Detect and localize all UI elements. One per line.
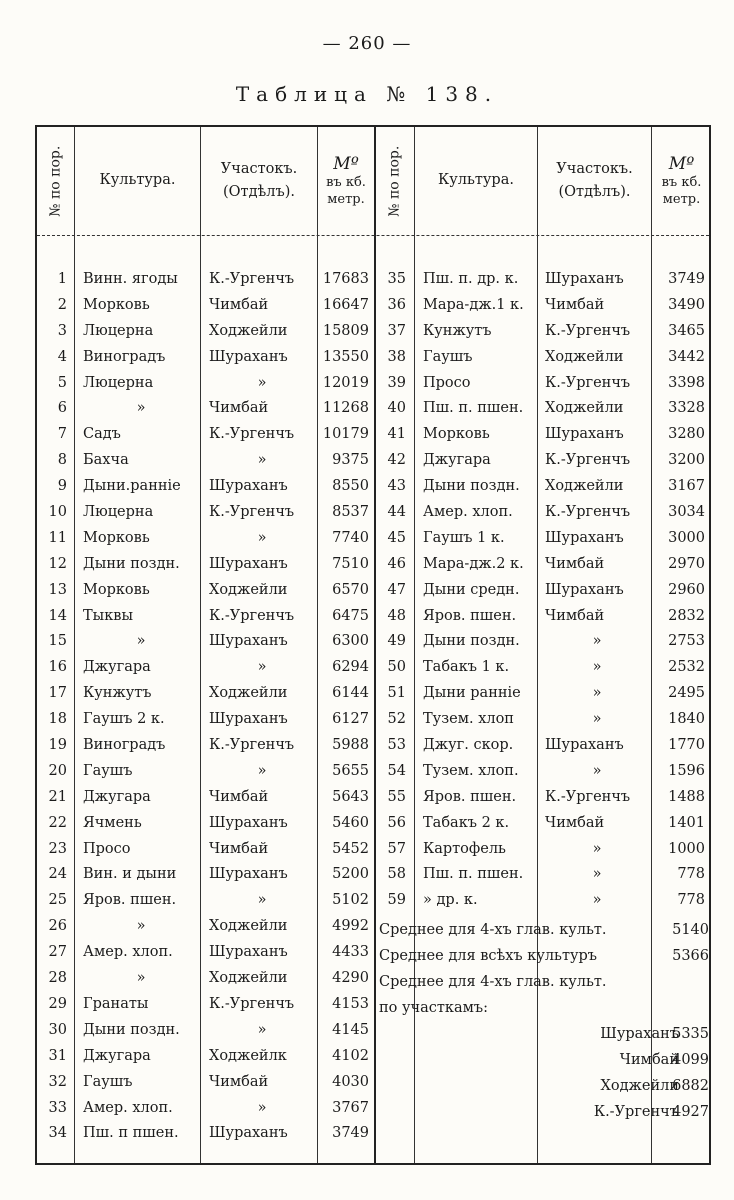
row-area: К.-Ургенчъ xyxy=(545,788,631,805)
row-culture: Виноградъ xyxy=(83,348,166,365)
table-row xyxy=(37,500,709,526)
row-number: 22 xyxy=(48,814,67,831)
header-culture-left: Культура. xyxy=(99,172,176,189)
row-culture: » xyxy=(136,633,146,650)
row-value: 16647 xyxy=(322,296,369,313)
table-row xyxy=(37,396,709,422)
table-row xyxy=(37,345,709,371)
row-area: Ходжейлк xyxy=(209,1047,287,1064)
row-area: К.-Ургенчъ xyxy=(209,995,295,1012)
row-number: 40 xyxy=(387,400,406,417)
row-culture: Яров. пшен. xyxy=(83,892,177,909)
table-row xyxy=(37,422,709,448)
row-culture: Гаушъ xyxy=(83,1073,133,1090)
row-area: Шураханъ xyxy=(209,866,288,883)
row-number: 42 xyxy=(387,452,406,469)
avg-by-area-label-2: по участкамъ: xyxy=(379,1000,489,1016)
header-num-right: № по пор. xyxy=(386,145,403,217)
row-area: Ходжейли xyxy=(209,685,288,702)
row-area: Шураханъ xyxy=(209,555,288,572)
row-culture: Табакъ 1 к. xyxy=(423,659,510,676)
row-area: » xyxy=(257,374,267,391)
row-culture: Дыни.ранніе xyxy=(83,478,181,495)
row-area: К.-Ургенчъ xyxy=(545,322,631,339)
row-number: 19 xyxy=(48,737,67,754)
table-row xyxy=(37,681,709,707)
row-value: 5988 xyxy=(332,737,369,754)
table-row xyxy=(37,759,709,785)
table-row xyxy=(37,604,709,630)
row-culture: Джугара xyxy=(83,1047,151,1064)
row-culture: » xyxy=(136,970,146,987)
by-area-name: Ходжейли xyxy=(600,1077,679,1094)
row-value: 7510 xyxy=(332,555,369,572)
row-area: Ходжейли xyxy=(209,918,288,935)
data-table xyxy=(35,125,711,1165)
row-area: Чимбай xyxy=(545,555,605,572)
row-area: К.-Ургенчъ xyxy=(545,504,631,521)
row-number: 39 xyxy=(387,374,406,391)
row-value: 778 xyxy=(677,892,705,909)
table-row xyxy=(37,733,709,759)
row-area: Ходжейли xyxy=(545,478,624,495)
row-area: К.-Ургенчъ xyxy=(209,426,295,443)
row-area: » xyxy=(257,1099,267,1116)
row-area: Шураханъ xyxy=(209,944,288,961)
table-row xyxy=(37,655,709,681)
row-area: » xyxy=(592,840,602,857)
row-culture: Дыни поздн. xyxy=(423,478,520,495)
right-rows xyxy=(37,267,709,914)
row-value: 1000 xyxy=(668,840,705,857)
row-value: 5460 xyxy=(332,814,369,831)
row-number: 9 xyxy=(57,478,67,495)
row-area: Ходжейли xyxy=(209,322,288,339)
row-number: 34 xyxy=(48,1125,67,1142)
row-area: Шураханъ xyxy=(545,581,624,598)
row-number: 1 xyxy=(57,271,67,287)
row-value: 1401 xyxy=(668,814,705,831)
row-area: » xyxy=(592,685,602,702)
row-number: 3 xyxy=(57,322,67,339)
row-number: 12 xyxy=(48,555,67,572)
row-number: 43 xyxy=(387,478,406,495)
row-number: 50 xyxy=(387,659,406,676)
row-area: К.-Ургенчъ xyxy=(545,452,631,469)
table-row xyxy=(37,940,709,966)
row-culture: Пш. п пшен. xyxy=(83,1125,179,1142)
row-area: К.-Ургенчъ xyxy=(545,374,631,391)
row-area: Шураханъ xyxy=(545,529,624,546)
row-number: 58 xyxy=(387,866,406,883)
table-row xyxy=(37,785,709,811)
row-number: 14 xyxy=(48,607,67,624)
row-area: Шураханъ xyxy=(209,814,288,831)
by-area-name: Шураханъ xyxy=(600,1026,679,1042)
row-value: 3490 xyxy=(668,296,705,313)
table-row xyxy=(37,914,709,940)
header-m-left: Мº въ кб. метр. xyxy=(326,154,366,207)
row-value: 10179 xyxy=(322,426,369,443)
row-value: 5643 xyxy=(332,788,369,805)
row-culture: Амер. хлоп. xyxy=(83,944,173,961)
row-area: » xyxy=(257,1021,267,1038)
row-value: 6570 xyxy=(332,581,369,598)
row-culture: » xyxy=(136,918,146,935)
row-area: Чимбай xyxy=(209,296,269,313)
row-value: 4433 xyxy=(332,944,369,961)
row-value: 4153 xyxy=(332,995,369,1012)
table-row xyxy=(37,629,709,655)
row-area: К.-Ургенчъ xyxy=(209,737,295,754)
row-culture: Картофель xyxy=(423,840,506,857)
table-row xyxy=(37,293,709,319)
row-number: 26 xyxy=(48,918,67,935)
avg-all-label: Среднее для всѣхъ культуръ xyxy=(379,948,598,964)
row-culture: » xyxy=(136,400,146,417)
row-value: 4290 xyxy=(332,970,369,987)
row-value: 1488 xyxy=(668,788,705,805)
row-culture: Мара-дж.2 к. xyxy=(423,555,524,572)
row-number: 29 xyxy=(48,995,67,1012)
row-area: Чимбай xyxy=(209,840,269,857)
row-culture: Бахча xyxy=(83,452,129,469)
row-area: » xyxy=(592,633,602,650)
row-number: 38 xyxy=(387,348,406,365)
row-value: 5102 xyxy=(332,892,369,909)
row-culture: Тузем. хлоп xyxy=(423,711,514,728)
row-area: Шураханъ xyxy=(209,633,288,650)
row-culture: Люцерна xyxy=(83,322,154,339)
table-row xyxy=(37,837,709,863)
row-value: 2532 xyxy=(668,659,705,676)
row-value: 6294 xyxy=(332,659,369,676)
row-value: 3465 xyxy=(668,322,705,339)
table-row xyxy=(37,578,709,604)
table-row xyxy=(37,862,709,888)
by-area-value: 4099 xyxy=(672,1051,709,1068)
row-value: 9375 xyxy=(332,452,369,469)
by-area-value: 5335 xyxy=(672,1026,709,1042)
row-number: 11 xyxy=(48,529,67,546)
row-number: 33 xyxy=(48,1099,67,1116)
row-value: 3167 xyxy=(668,478,705,495)
row-number: 52 xyxy=(387,711,406,728)
row-culture: Джугара xyxy=(423,452,491,469)
row-value: 2495 xyxy=(668,685,705,702)
row-number: 36 xyxy=(387,296,406,313)
avg-4-main-value: 5140 xyxy=(672,922,709,938)
table-title: Таблица № 138. xyxy=(235,82,499,106)
row-number: 5 xyxy=(57,374,67,391)
row-value: 7740 xyxy=(332,529,369,546)
row-area: Чимбай xyxy=(545,607,605,624)
row-number: 47 xyxy=(387,581,406,598)
row-value: 1770 xyxy=(668,737,705,754)
row-area: » xyxy=(592,866,602,883)
row-area: » xyxy=(592,659,602,676)
row-culture: Дыни поздн. xyxy=(83,1021,180,1038)
row-culture: Просо xyxy=(423,374,471,391)
page-number: — 260 — xyxy=(322,33,412,54)
row-number: 4 xyxy=(57,348,67,365)
row-area: К.-Ургенчъ xyxy=(209,271,295,287)
row-culture: Гаушъ 2 к. xyxy=(83,711,165,728)
row-number: 49 xyxy=(387,633,406,650)
row-culture: » др. к. xyxy=(423,892,478,909)
row-area: Чимбай xyxy=(209,400,269,417)
table-row xyxy=(37,811,709,837)
row-value: 4992 xyxy=(332,918,369,935)
row-value: 3442 xyxy=(668,348,705,365)
row-number: 51 xyxy=(387,685,406,702)
row-culture: Пш. п. пшен. xyxy=(423,400,524,417)
row-area: Шураханъ xyxy=(545,271,624,287)
row-culture: Пш. п. др. к. xyxy=(423,271,519,287)
row-culture: Гаушъ 1 к. xyxy=(423,529,505,546)
by-area-value: 6882 xyxy=(672,1077,709,1094)
row-number: 8 xyxy=(57,452,67,469)
row-area: » xyxy=(257,529,267,546)
row-number: 10 xyxy=(48,504,67,521)
row-number: 25 xyxy=(48,892,67,909)
row-number: 59 xyxy=(387,892,406,909)
row-area: Шураханъ xyxy=(209,348,288,365)
row-number: 35 xyxy=(387,271,406,287)
row-number: 28 xyxy=(48,970,67,987)
row-area: Шураханъ xyxy=(209,1125,288,1142)
row-value: 3034 xyxy=(668,504,705,521)
row-number: 56 xyxy=(387,814,406,831)
by-area-name: Чимбай xyxy=(619,1051,679,1068)
avg-by-area-label-1: Среднее для 4-хъ глав. культ. xyxy=(379,974,607,990)
row-culture: Морковь xyxy=(83,296,150,313)
row-culture: Дыни поздн. xyxy=(83,555,180,572)
row-number: 37 xyxy=(387,322,406,339)
header-m-right: Мº въ кб. метр. xyxy=(661,154,702,207)
row-culture: Люцерна xyxy=(83,374,154,391)
row-area: К.-Ургенчъ xyxy=(209,607,295,624)
row-value: 4030 xyxy=(332,1073,369,1090)
header-area-left: Участокъ. (Отдѣлъ). xyxy=(220,160,298,200)
row-value: 2960 xyxy=(668,581,705,598)
row-culture: Кунжутъ xyxy=(83,685,152,702)
row-number: 6 xyxy=(57,400,67,417)
row-culture: Мара-дж.1 к. xyxy=(423,296,524,313)
row-value: 12019 xyxy=(322,374,369,391)
header-culture-right: Культура. xyxy=(438,172,514,189)
row-culture: Тыквы xyxy=(83,607,133,624)
row-number: 24 xyxy=(48,866,67,883)
header-rule xyxy=(37,235,709,236)
row-culture: Джуг. скор. xyxy=(423,737,514,754)
row-culture: Морковь xyxy=(83,581,150,598)
row-number: 20 xyxy=(48,762,67,779)
row-area: » xyxy=(257,659,267,676)
row-number: 41 xyxy=(387,426,406,443)
row-value: 2753 xyxy=(668,633,705,650)
row-culture: Амер. хлоп. xyxy=(83,1099,173,1116)
row-value: 6144 xyxy=(332,685,369,702)
row-culture: Люцерна xyxy=(83,504,154,521)
row-culture: Гранаты xyxy=(83,995,149,1012)
row-number: 44 xyxy=(387,504,406,521)
row-value: 3749 xyxy=(668,271,705,287)
avg-all-value: 5366 xyxy=(672,948,709,964)
row-value: 3398 xyxy=(668,374,705,391)
table-row xyxy=(37,888,709,914)
row-number: 21 xyxy=(48,788,67,805)
row-value: 5655 xyxy=(332,762,369,779)
row-number: 31 xyxy=(48,1047,67,1064)
row-value: 4102 xyxy=(332,1047,369,1064)
row-value: 8537 xyxy=(332,504,369,521)
row-value: 3749 xyxy=(332,1125,369,1142)
table-row xyxy=(37,526,709,552)
row-number: 48 xyxy=(387,607,406,624)
table-row xyxy=(37,707,709,733)
row-value: 6127 xyxy=(332,711,369,728)
row-culture: Гаушъ xyxy=(423,348,473,365)
row-number: 54 xyxy=(387,762,406,779)
row-area: К.-Ургенчъ xyxy=(209,504,295,521)
row-number: 2 xyxy=(57,296,67,313)
row-area: Ходжейли xyxy=(209,581,288,598)
row-number: 13 xyxy=(48,581,67,598)
row-value: 11268 xyxy=(322,400,369,417)
row-number: 32 xyxy=(48,1073,67,1090)
row-number: 16 xyxy=(48,659,67,676)
row-area: Шураханъ xyxy=(545,737,624,754)
row-value: 4145 xyxy=(332,1021,369,1038)
row-number: 57 xyxy=(387,840,406,857)
table-row xyxy=(37,966,709,992)
row-area: Шураханъ xyxy=(209,478,288,495)
table-row xyxy=(37,474,709,500)
row-area: Ходжейли xyxy=(545,348,624,365)
row-value: 6300 xyxy=(332,633,369,650)
row-culture: Тузем. хлоп. xyxy=(423,762,519,779)
row-culture: Пш. п. пшен. xyxy=(423,866,524,883)
row-culture: Садъ xyxy=(83,426,121,443)
row-value: 3328 xyxy=(668,400,705,417)
row-culture: Вин. и дыни xyxy=(83,866,177,883)
header-num-left: № по пор. xyxy=(47,145,64,217)
row-value: 3280 xyxy=(668,426,705,443)
row-number: 15 xyxy=(48,633,67,650)
row-area: Чимбай xyxy=(209,1073,269,1090)
row-culture: Ячмень xyxy=(83,814,142,831)
row-culture: Джугара xyxy=(83,788,151,805)
row-culture: Виноградъ xyxy=(83,737,166,754)
row-culture: Дыни ранніе xyxy=(423,685,521,702)
row-area: » xyxy=(592,711,602,728)
row-value: 5200 xyxy=(332,866,369,883)
header-area-right: Участокъ. (Отдѣлъ). xyxy=(556,160,633,200)
row-culture: Винн. ягоды xyxy=(83,271,178,287)
row-area: » xyxy=(592,762,602,779)
row-culture: Дыни поздн. xyxy=(423,633,520,650)
table-row xyxy=(37,371,709,397)
row-area: » xyxy=(257,452,267,469)
row-area: Ходжейли xyxy=(209,970,288,987)
row-area: Чимбай xyxy=(545,814,605,831)
row-number: 53 xyxy=(387,737,406,754)
row-area: » xyxy=(257,892,267,909)
row-area: » xyxy=(257,762,267,779)
row-culture: Табакъ 2 к. xyxy=(423,814,510,831)
row-value: 17683 xyxy=(322,271,369,287)
row-number: 27 xyxy=(48,944,67,961)
row-value: 1840 xyxy=(668,711,705,728)
row-area: » xyxy=(592,892,602,909)
by-area-value: 4927 xyxy=(672,1103,709,1120)
row-area: Ходжейли xyxy=(545,400,624,417)
avg-4-main-label: Среднее для 4-хъ глав. культ. xyxy=(379,922,607,938)
row-number: 30 xyxy=(48,1021,67,1038)
row-area: Шураханъ xyxy=(209,711,288,728)
table-row xyxy=(37,448,709,474)
row-value: 3000 xyxy=(668,529,705,546)
row-value: 2832 xyxy=(668,607,705,624)
row-value: 1596 xyxy=(668,762,705,779)
row-value: 8550 xyxy=(332,478,369,495)
row-value: 5452 xyxy=(332,840,369,857)
row-value: 3200 xyxy=(668,452,705,469)
row-value: 15809 xyxy=(322,322,369,339)
row-culture: Кунжутъ xyxy=(423,322,492,339)
row-area: Шураханъ xyxy=(545,426,624,443)
row-value: 3767 xyxy=(332,1099,369,1116)
table-row xyxy=(37,319,709,345)
row-culture: Яров. пшен. xyxy=(423,607,517,624)
table-row xyxy=(37,552,709,578)
row-value: 2970 xyxy=(668,555,705,572)
row-number: 55 xyxy=(387,788,406,805)
row-number: 45 xyxy=(387,529,406,546)
row-number: 23 xyxy=(48,840,67,857)
row-culture: Гаушъ xyxy=(83,762,133,779)
row-culture: Яров. пшен. xyxy=(423,788,517,805)
row-culture: Амер. хлоп. xyxy=(423,504,513,521)
row-culture: Джугара xyxy=(83,659,151,676)
row-area: Чимбай xyxy=(209,788,269,805)
row-number: 18 xyxy=(48,711,67,728)
table-row xyxy=(37,992,709,1018)
row-value: 13550 xyxy=(322,348,369,365)
row-value: 6475 xyxy=(332,607,369,624)
row-culture: Морковь xyxy=(423,426,490,443)
row-number: 17 xyxy=(48,685,67,702)
row-number: 46 xyxy=(387,555,406,572)
row-culture: Дыни средн. xyxy=(423,581,520,598)
row-culture: Просо xyxy=(83,840,131,857)
row-culture: Морковь xyxy=(83,529,150,546)
row-area: Чимбай xyxy=(545,296,605,313)
row-value: 778 xyxy=(677,866,705,883)
by-area-name: К.-Ургенчъ xyxy=(593,1103,679,1120)
row-number: 7 xyxy=(57,426,67,443)
table-row xyxy=(37,267,709,293)
